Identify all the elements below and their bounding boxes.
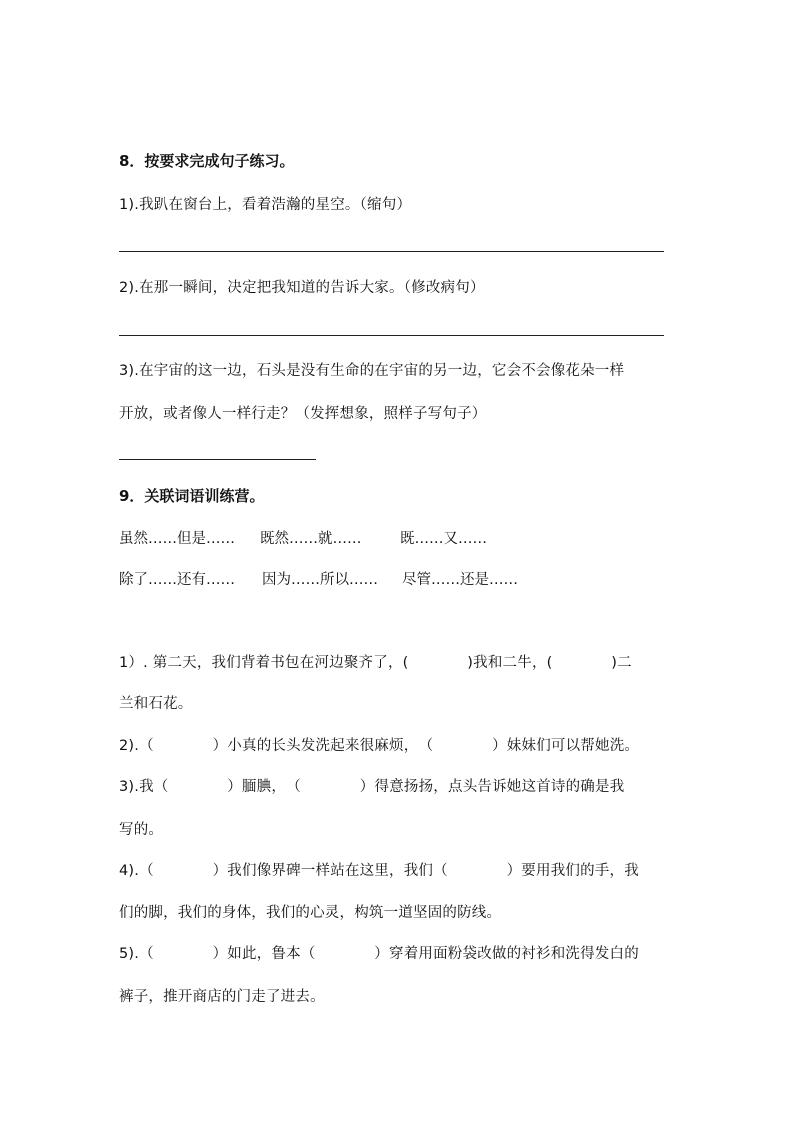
conjunction-word: 除了……还有…… (119, 572, 235, 588)
question-9-item-3: 3).我（ ）腼腆， （ ）得意扬扬，点头告诉她这首诗的确是我 (119, 779, 625, 795)
answer-line-3 (119, 459, 316, 460)
question-9-item-4: 4).（ ）我们像界碑一样站在这里，我们（ ）要用我们的手，我 (119, 863, 639, 879)
answer-line-2 (119, 335, 664, 336)
conjunction-word: 尽管……还是…… (402, 572, 518, 588)
question-8-item-3-cont: 开放，或者像人一样行走？（发挥想象，照样子写句子） (119, 406, 487, 422)
conjunction-word: 既然……就…… (260, 531, 362, 547)
question-9-item-5: 5).（ ）如此，鲁本（ ）穿着用面粉袋改做的衬衫和洗得发白的 (119, 946, 639, 962)
conjunction-word: 虽然……但是…… (119, 531, 235, 547)
question-8-title: 8．按要求完成句子练习。 (119, 152, 295, 170)
question-9-item-5-cont: 裤子，推开商店的门走了进去。 (119, 989, 325, 1005)
conjunction-word: 既……又…… (400, 531, 487, 547)
question-9-item-1: 1）. 第二天，我们背着书包在河边聚齐了，( )我和二牛，( )二 (119, 655, 632, 671)
question-9-title: 9．关联词语训练营。 (119, 487, 265, 505)
question-8-item-1: 1).我趴在窗台上，看着浩瀚的星空。（缩句） (119, 197, 412, 213)
question-9-item-4-cont: 们的脚，我们的身体，我们的心灵，构筑一道坚固的防线。 (119, 905, 502, 921)
question-9-item-3-cont: 写的。 (119, 822, 164, 838)
question-8-item-3: 3).在宇宙的这一边，石头是没有生命的在宇宙的另一边，它会不会像花朵一样 (119, 363, 625, 379)
question-8-item-2: 2).在那一瞬间，决定把我知道的告诉大家。（修改病句） (119, 280, 485, 296)
question-9-item-2: 2).（ ）小真的长头发洗起来很麻烦， （ ）妹妹们可以帮她洗。 (119, 738, 640, 754)
conjunction-word: 因为……所以…… (262, 572, 378, 588)
question-9-item-1-cont: 兰和石花。 (119, 696, 193, 712)
answer-line-1 (119, 251, 664, 252)
